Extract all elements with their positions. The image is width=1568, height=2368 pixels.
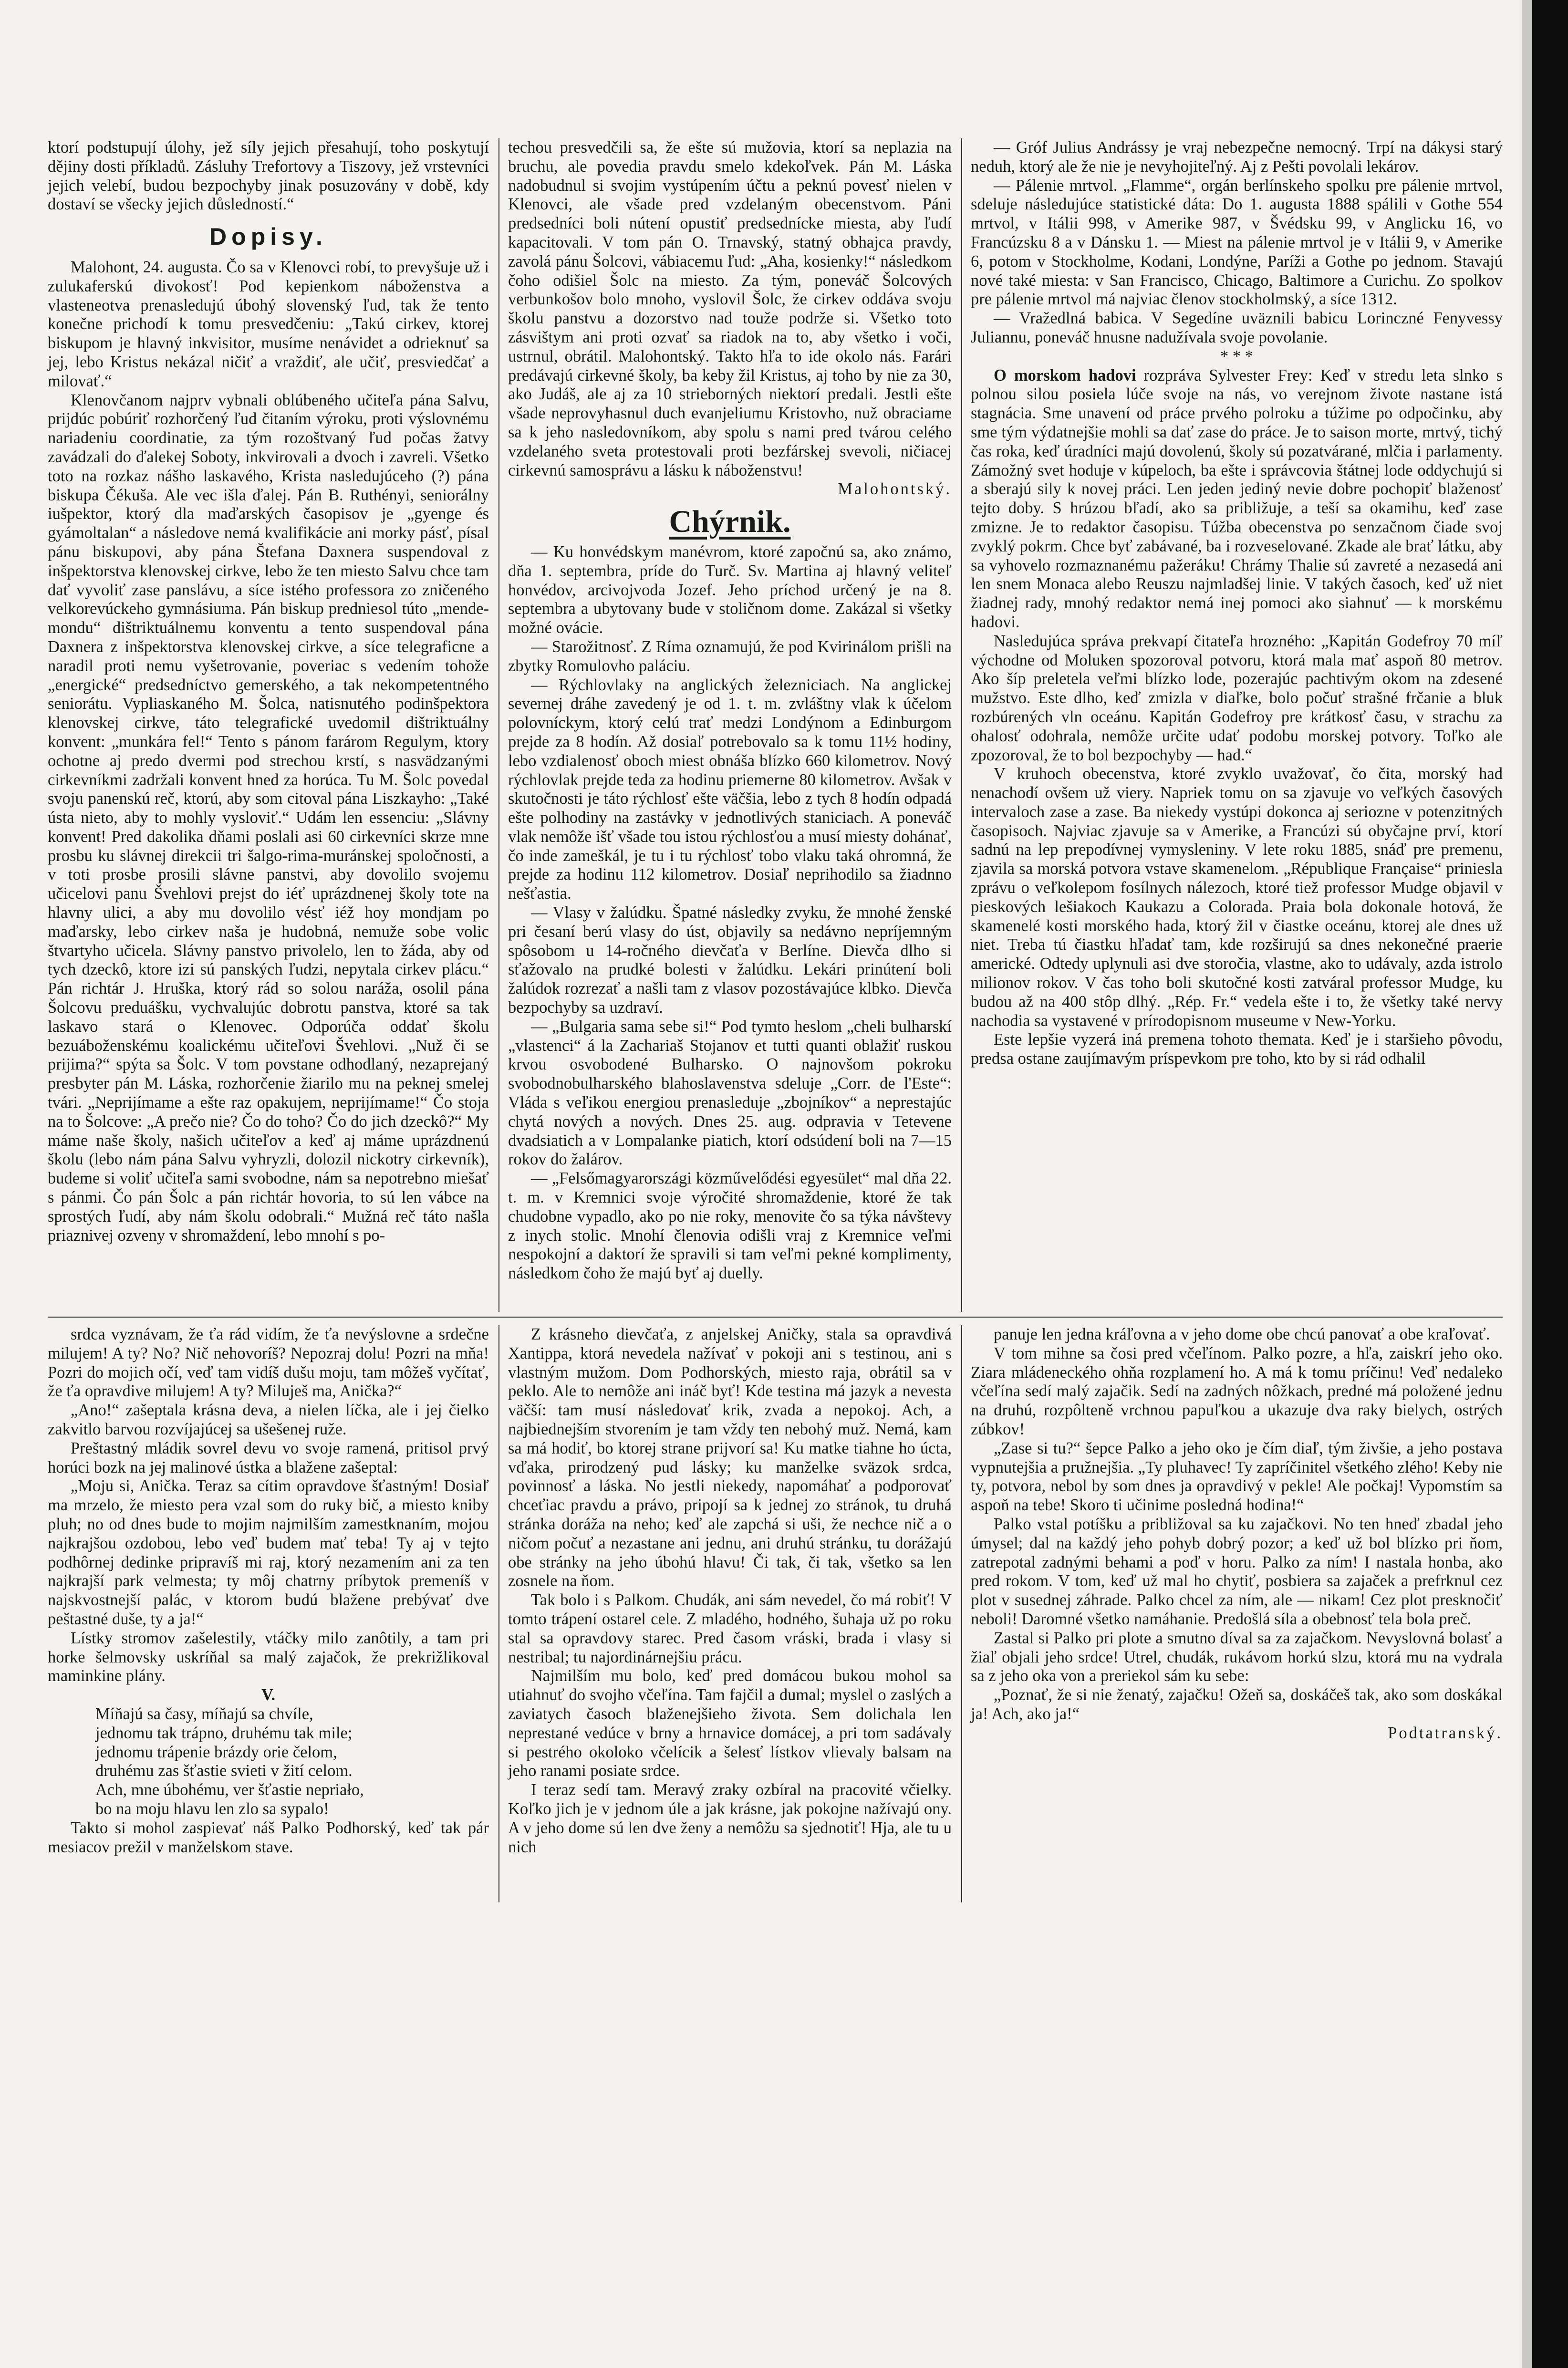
paragraph: Z krásneho dievčaťa, z anjelskej Aničky, stala sa opravdivá Xantippa, ktorá nevedela nažívať v pokoji ani s testinou, ani s vlastným mužom. Dom Podhorských, miesto raja, obrátil sa v peklo. Ale to nemôže ani ináč byť! Kde testina má jazyk a nevesta väčší: tam musí následovať krik, zvada a nepokoj. Ach, a najbiednejším stvorením je tam vždy ten nebohý muž. Nemá, kam sa má hodiť, bo ktorej strane prijvorí sa! Ku matke tiahne ho úcta, vďaka, prirodzený pud lásky; ku manželke sväzok srdca, povinnosť a láska. No jestli niekedy, napomáhať a podporovať chceťiac pravdu a právo, pripojí sa k jednej zo stránok, tu druhá stránka doráža na neho; keď ale zapchá si uši, že nechce nič a o ničom počuť a nezastane ani jednu, ani druhú stránku, tu dorážajú obe stránky na jeho úbohú hlavu! Či tak, či tak, všetko sa len zosnele na ňom. (508, 1325, 952, 1590)
verse-line: jednomu trápenie brázdy orie čelom, (95, 1743, 337, 1761)
story-part (508, 1325, 952, 1857)
paragraph: „Ano!“ zašeptala krásna deva, a nielen líčka, ale i jej čielko zakvitlo barvou rozvíjajúcej sa ušešenej ruže. (48, 1401, 489, 1438)
verse-line: Míňajú sa časy, míňajú sa chvíle, (95, 1704, 313, 1723)
letter-continuation (508, 138, 952, 480)
news-item: — „Bulgaria sama sebe si!“ Pod tymto heslom „cheli bulharskí „vlastenci“ á la Zachariaš Stojanov et tutti quanti oblažiť ruskou krvou osvobodené Bulharsko. O najnovšom pokroku svobodnobulharského blahoslavenstva sdeluje „Corr. de l'Este“: Vláda s veľikou energiou prenasleduje „zbojníkov“ a neprestajúc chytá nových a nových. Dnes 25. aug. odpravia v Tetevene dvadsiatich a v Lompalanke piatich, ktorí odsúdení boli na 7—15 rokov do žalárov. (508, 1017, 952, 1169)
verse (48, 1705, 489, 1819)
news-item: — Vlasy v žalúdku. Špatné následky zvyku, že mnohé ženské pri česaní berú vlasy do úst, objavily sa nedávno nepríjemným spôsobom u 14-ročného dievčaťa v Berlíne. Dievča dlho si sťažovalo na prudké bolesti v žalúdku. Lekári prinútení boli žalúdok rozrezať a našli tam z vlasov pozostávajúce klbko. Dievča bezpochyby sa uzdraví. (508, 904, 952, 1017)
column-divider (498, 1325, 499, 1902)
verse-line: bo na moju hlavu len zlo sa sypalo! (95, 1799, 329, 1818)
sea-serpent-title: O morskom hadovi (994, 366, 1136, 384)
signature-podtatransky: Podtatranský. (1388, 1724, 1503, 1742)
story-part (971, 1325, 1503, 1724)
intro-text (48, 138, 489, 214)
paragraph: Este lepšie vyzerá iná premena tohoto themata. Keď je i staršieho pôvodu, predsa ostane zaujímavým príspevkom pre toho, kto by si rád odhalil (971, 1030, 1503, 1068)
verse-line: Ach, mne úbohému, ver šťastie nepriało, (95, 1781, 364, 1799)
horizontal-divider (48, 1317, 1503, 1318)
top-column-2 (508, 138, 952, 1283)
sea-serpent-story (971, 632, 1503, 1069)
paragraph: Tak bolo i s Palkom. Chudák, ani sám nevedel, čo má robiť! V tomto trápení ostarel cele. Z mladého, hodného, šuhaja už po roku stal sa opravdovy starec. Pred časom vráski, brada i vlasy si nestribal; tu najordinárnejšiu prácu. (508, 1591, 952, 1666)
news-item: — Pálenie mrtvol. „Flamme“, orgán berlínskeho spolku pre pálenie mrtvol, sdeluje následujúce statistické dáta: Do 1. augusta 1888 spálili v Gothe 554 mrtvol, v Itálii 998, v Amerike 987, v Švédsku 99, v Anglicku 16, vo Francúzsku 8 a v Dánsku 1. — Miest na pálenie mrtvol je v Itálii 9, v Amerike 6, potom v Stockholme, Kodani, Londýne, Paríži a Gothe po jednom. Stavajú nové také miesta: v San Francisco, Chicago, Baltimore a Curichu. Zo spolkov pre pálenie mrtvol má najviac členov stockholmský, a síce 1312. (971, 176, 1503, 309)
paragraph: Takto si mohol zaspievať náš Palko Podhorský, keď tak pár mesiacov prežil v manželskom stave. (48, 1818, 489, 1856)
paragraph: srdca vyznávam, že ťa rád vidím, že ťa nevýslovne a srdečne milujem! A ty? No? Nič nehovoríš? Nepozraj dolu! Pozri na mňa! Pozri do mojich očí, veď tam vidíš dušu moju, tam môžeš vyčítať, že ťa opravdive milujem! A ty? Miluješ ma, Anička?“ (48, 1325, 489, 1401)
separator-stars: * * * (1220, 347, 1253, 365)
paragraph: ktorí podstupují úlohy, jež síly jejich přesahují, toho poskytují dějiny dosti příkladů. Zásluhy Trefortovy a Tiszovy, jež vrstevníci jejich velebí, budou bezpochyby jinak posuzovány v době, kdy dostaví se všecky jejich důsledností.“ (48, 138, 489, 214)
dopisy-body (48, 258, 489, 1245)
column-divider (498, 138, 499, 1312)
bottom-column-1 (48, 1325, 489, 1857)
news-item: — „Felsőmagyarországi közművelődési egyesület“ mal dňa 22. t. m. v Kremnici svoje výročité shromaždenie, ktoré že tak chudobne vypadlo, ako po nie roky, menovite čo sa týka návštevy z inych stolic. Mnohí členovia odišli vraj z Kremnice veľmi nespokojní a daktorí že spravili si tam veľmi pekné komplimenty, následkom čoho že majú byť aj duelly. (508, 1169, 952, 1283)
paragraph: V tom mihne sa čosi pred včeľínom. Palko pozre, a hľa, zaiskrí jeho oko. Ziara mládeneckého ohňa rozplamení ho. A má k tomu príčinu! Veď nedaleko včeľína sedí malý zajačik. Sedí na zadných nôžkach, predné má položené jednu na druhú, rozpôlteně vrchnou papuľkou a ukazuje dva raky bielych, ostrých zúbkov! (971, 1344, 1503, 1438)
verse-line: jednomu tak trápno, druhému tak mile; (95, 1724, 353, 1742)
news-item: — Starožitnosť. Z Ríma oznamujú, že pod Kvirinálom prišli na zbytky Romulovho paláciu. (508, 637, 952, 675)
scan-border (1532, 0, 1568, 2368)
paragraph: Nasledujúca správa prekvapí čitateľa hrozného: „Kapitán Godefroy 70 míľ východne od Moluken spozoroval potvoru, ktorá mala mať aspoň 80 metrov. Ako šíp preletela veľmi blízko lode, pozerajúc pachtivým okom na zdesené mužstvo. Este dlho, keď zmizla v diaľke, bolo počuť strašné frčanie a bluk rozbúrených vln oceánu. Kapitán Godefroy pre krátkosť času, v strachu za ohalosť odohrala, nemôže určite udať podobu morskej potvory. Toľko ale zpozoroval, že to bol bezpochyby — had.“ (971, 632, 1503, 764)
news-item: — Gróf Julius Andrássy je vraj nebezpečne nemocný. Trpí na dákysi starý neduh, ktorý ale že nie je nevyhojiteľný. Aj z Pešti povolali lekárov. (971, 138, 1503, 176)
news-item: — Vražedlná babica. V Segedíne uväznili babicu Lorinczné Fenyvessy Juliannu, poneváč hnusne nadužívala svoje povolanie. (971, 309, 1503, 346)
page-edge-shadow (1522, 0, 1532, 2368)
news-item: — Rýchlovlaky na anglických železniciach. Na anglickej severnej dráhe zavedený je od 1. t. m. zvláštny vlak k účelom polovníckym, ktorý celú trať medzi Londýnom a Edinburgom prejde za 8 hodín. Až dosiaľ potrebovalo sa k tomu 11½ hodiny, lebo vzdialenosť oboch miest obnáša blízko 660 kilometrov. Nový rýchlovlak prejde teda za hodinu priemerne 80 kilometrov. Avšak v skutočnosti je táto rýchlosť ešte väčšia, lebo z tych 8 hodín odpadá ešte polhodiny na zastávky v jednotlivých staniciach. A poneváč vlak nemôže išť všade tou istou rýchlosťou a musí miesty dohánať, čo inde zameškál, je tu i tu rýchlosť tobo vlaku taká ohromná, že prejde za hodinu 112 kilometrov. Dosiaľ neprihodilo sa žiadnno nešťastia. (508, 675, 952, 903)
news-item: — Ku honvédskym manévrom, ktoré započnú sa, ako známo, dňa 1. septembra, príde do Turč. Sv. Martina aj hlavný veliteľ honvédov, arcivojvoda Jozef. Jeho príchod určený je na 8. septembra a ubytovany bude v stoličnom dome. Zakázal si všetky možné ovácie. (508, 542, 952, 637)
bottom-column-3 (971, 1325, 1503, 1743)
paragraph: „Moju si, Anička. Teraz sa cítim opravdove šťastným! Dosiaľ ma mrzelo, že miesto pera vzal som do ruky bič, a miesto kniby pluh; no od dnes bude to mojim najmilším zamestknaním, mojou najkrajšou ozdobou, lebo veď budem mať teba! Ty aj v tejto podhôrnej dedinke pripravíš mi raj, ktorý nezamením ani za ten najkrajší park velmesta; ty môj chatrny príbytok premeníš v najskvostnejší palác, v ktorom budú blažene prebývať dve peštastné duše, ty a ja!“ (48, 1477, 489, 1628)
chapter-number: V. (261, 1686, 276, 1704)
top-column-3 (971, 138, 1503, 1069)
paragraph: Malohont, 24. augusta. Čo sa v Klenovci robí, to prevyšuje už i zulukaferskú divokosť! Pod kepienkom náboženstva a vlasteneotva prenasledujú úbohý slovenský ľud, tak že tento konečne prichodí k tomu presvedčeniu: „Takú cirkev, ktorej biskupom je hlavný inkvisitor, musíme nenávidet a odrieknuť sa jej, lebo Kristus nekázal ničiť a vraždiť, ale učiť, presviedčať a milovať.“ (48, 258, 489, 390)
section-title-dopisy: Dopisy. (209, 223, 327, 250)
story-tail (48, 1819, 489, 1857)
paragraph: Preštastný mládik sovrel devu vo svoje ramená, pritisol prvý horúci bozk na jej malinové ústka a blažene zašeptal: (48, 1439, 489, 1476)
column-divider (961, 138, 962, 1312)
paragraph: V kruhoch obecenstva, ktoré zvyklo uvažovať, čo čita, morský had nenachodí ovšem už viery. Napriek tomu on sa zjavuje vo veľkých časových intervaloch zase a zase. Ba niekedy vystúpi dokonca aj seriozne v potenzitných časopisoch. Najviac zjavuje sa v Amerike, a Francúzi sú obyčajne prví, ktorí sadnú na lep prepodívnej vymysleniny. V lete roku 1885, snáď pre premenu, zjavila sa morská potvora vstave skamenelom. „République Française“ priniesla zprávu o veľkolepom fosílnych nálezoch, ktoré tiež professor Mudge objavil v pieskových lešiakoch Kaukazu a Colorada. Praia bola dokonale hotová, že skamenelé kosti morského hada, ktorý žil v čiastke oceánu, ktorej ale dnes už niet. Treba tú čiastku hľadať tam, kde rozširujú sa dnes nekonečné praerie americké. Odtedy uplynuli asi dve storočia, vlastne, ako to udávaly, azda istrolo milionov rokov. V čas toho boli skutočné kosti zatváral professor Mudge, ku budou až na 400 stôp dlhý. „Rép. Fr.“ vedela ešte i to, že všetky také nervy nachodia sa vystavené v prírodopisnom museume v New-Yorku. (971, 765, 1503, 1030)
paragraph: I teraz sedí tam. Meravý zraky ozbíral na pracovité včielky. Koľko jich je v jednom úle a jak krásne, jak pokojne nažívajú ony. A v jeho dome sú len dve ženy a nemôžu sa sjednotiť! Hja, ale tu u nich (508, 1781, 952, 1856)
signature-malohontsky: Malohontský. (838, 480, 952, 499)
top-column-1 (48, 138, 489, 1245)
verse-line: druhému zas šťastie svieti v žití celom. (95, 1762, 353, 1780)
bottom-column-2 (508, 1325, 952, 1857)
paragraph: techou presvedčili sa, že ešte sú mužovia, ktorí sa neplazia na bruchu, ale povedia pravdu smelo kdekoľvek. Pán M. Láska nadobudnul si svojim vystúpením účtu a peknú povesť nielen v Klenovci, ale všade pred vzdelaným obecenstvom. Páni predsedníci boli nútení opustiť predsednícke miesta, aby ľudí kapacitovali. V tom pán O. Trnavský, statný obhajca pravdy, zavolá pánu Šolcovi, vábiacemu ľud: „Aha, kosienky!“ následkom čoho odišiel Šolc na miesto. Za tým, poneváč Šolcových verbunkošov bolo mnoho, vyslovil Šolc, že cirkev oddáva svoju školu panstvu a dozorstvo nad touže podrže si. Všetko toto zásvištym ani proti ozvať sa riadok na to, aby všetko i voči, ustrnul, obrátil. Malohontský. Takto hľa to ide okolo nás. Farári predávajú cirkevné školy, ba keby žil Kristus, aj toho by nie za 30, ako Judáš, ale aj za 10 strieborných niektorí predali. Jestli ešte všade neprovyhasnul duch evanjeliumu Kristovho, nuž obraciame sa k jeho nasledovníkom, aby spolu s nami pred tvárou celého vzdelaného sveta protestovali proti bezfárskej svevoli, ničiacej cirkevnú samosprávu a lásku k náboženstvu! (508, 138, 952, 479)
sea-serpent-lead: O morskom hadovi rozpráva Sylvester Frey: Keď v stredu leta slnko s polnou silou posiela lúče svoje na nás, vo verejnom živote nastane istá stagnácia. Sme unavení od práce prvého polroku a túžime po odpočinku, aby sme tým výdatnejšie mohli sa dať zase do práce. Je to saison morte, mrtvý, tichý čas roka, keď úradníci majú dovolenú, školy sú pozatvárané, mlčia i parlamenty. Zámožný svet hoduje v kúpeloch, ba ešte i správcovia štátnej lode oddychujú si a sberajú sily k novej práci. Len jeden jediný nevie dobre pochopiť blaženosť tejto doby. S hrúzou bľadí, ako sa približuje, a teší sa okamihu, keď zase zmizne. Je to redaktor časopisu. Túžba obecenstva po senzačnom čiade svoj zvyklý pokrm. Chce byť zabávané, ba i rozveselované. Zkade ale brať látku, aby sa vyhovelo rozmaznanému pažeráku! Chrámy Thalie sú zavreté a nezasedá ani len snem Monaca alebo Reuszu najmladšej linie. V takých časoch, keď už niet žiadnej rady, mnohý redaktor nemá inej pomoci ako siahnuť — k morskému hadovi. (971, 366, 1503, 631)
paragraph: Lístky stromov zašelestily, vtáčky milo zanôtily, a tam pri horke šelmovsky uskríňal sa malý zajačok, že prekrižlikoval maminkine plány. (48, 1629, 489, 1685)
section-title-chyrnik: Chýrnik. (669, 504, 791, 540)
paragraph: panuje len jedna kráľovna a v jeho dome obe chcú panovať a obe kraľovať. (994, 1325, 1490, 1343)
paragraph: Klenovčanom najprv vybnali oblúbeného učiteľa pána Salvu, prijdúc pobúriť rozhorčený ľud čitaním výroku, proti výslovnému nariadeniu coordinatie, za tým rozoštvaný ľud počas žatvy zavádzali do ďalekej Soboty, inkvirovali a dvoch i zavreli. Všetko toto na rozkaz nášho laskavého, Krista nasledujúceho (?) pána biskupa Čékušа. Ale vec išla ďalej. Pán B. Ruthényi, seniorálny iušpektor, ktorý dla maďarských časopisov je „gyenge és gyámoltalan“ a následove nemá kvalifikácie ani morky pásť, písal pánu biskupovi, aby pána Štefana Daxnera suspendoval z inšpektorstva klenovskej cirkve, lebo že ten miesto Salvu chce tam dať vyvoliť zase panslávu, a síce istého professora zo zničeného velkorevúckeho gymnásiuma. Pán biskup predniesol túto „mende-mondu“ dištriktuálnemu konventu a tento suspendoval pána Daxnera z inšpektorstva klenovskej cirkve, a síce telegraficne a naradil proti nemu vyšetrovanie, poveriac s vedením tohože „energické“ predsedníctvo gemerského, a tak nekompetentného seniorátu. Vypliaskaného M. Šolca, natisnutého podinšpektora klenovskej cirkve, táto telegrafické uvedomil dištriktuálny konvent: „munkára fel!“ Tento s pánom farárom Regulym, ktory ochotne aj predo dvermi pod strechou krstí, s nasvädzanými cirkevníkmi zadržali konvent hned za horúca. Tu M. Šolc povedal svoju panenskú reč, ktorú, aby som citoval pána Liszkayho: „Také ústa nieto, aby to mohly vysloviť.“ Udám len essenciu: „Slávny konvent! Pred dakolika dňami poslali asi 60 cirkevníci skrze mne prosbu ku slávnej direkcii tri šalgo-rima-muránskej spoločnosti, a v toti prosbe prosili slávne panstvi, aby dovolilo svojemu učicelovi panu Švehlovi prejst do iéť uprázdnenej školy tote na hlavny ulici, a aby mu dovolilo vésť iéž hoy mondjam po maďarsky, lebo cirkev naša je hudobná, nemuže sobe volic štvartyho učicela. Slávny panstvo privolelo, len to žáda, aby od tych dzeckô, ktore izi sú panských ľudzi, nepytala cirkev plácu.“ Pán richtár J. Hruška, ktorý rád so solou naráža, osolil pána Šolcovu preduášku, vychvalujúc dobrotu panstva, ktoré sa tak laskavo stará o Klenovec. Odporúča oddať školu bezuáboženskému koalickému učiteľovi Švehlovi. „Nuž či se prijima?“ spýta sa Šolc. V tom povstane odhodlaný, nezaprejaný presbyter pán M. Láska, rozhorčenie žiarilo mu na peknej smelej tvári. „Neprijímame a ešte raz opakujem, neprijímame!“ Čo stoja na to Šolcove: „A prečo nie? Čo do toho? Čo do jich dzeckô?“ My máme naše školy, našich učiteľov a keď aj máme uprázdnenú školu (lebo nám pána Salvu vyhryzli, dolozil nickotry cirkevník), budeme si voliť učiteľa sami svobodne, nám sa nepotrebno miešať s pánmi. Čo pán Šolc a pán richtár hovoria, to sú len vábce na sprostých ľudí, aby nám školu odobrali.“ Mužná reč táto našla priaznivej ozveny v shromaždení, lebo mnohí s po- (48, 391, 489, 1245)
news-items (508, 543, 952, 1283)
paragraph: „Zase si tu?“ šepce Palko a jeho oko je čím diaľ, tým živšie, a jeho postava vypnutejšia a pružnejšia. „Ty pluhavec! Ty zapríčinitel všetkého zlého! Keby nie ty, potvora, nebol by som dnes ja opravdivý v pekle! Ale počkaj! Vypomstím sa aspoň na tebe! Skoro ti učinime posledná hodina!“ (971, 1439, 1503, 1515)
paragraph: Zastal si Palko pri plote a smutno díval sa za zajačkom. Nevyslovná bolasť a žiaľ objali jeho srdce! Utrel, chudák, rukávom horkú slzu, ktorá mu na vydrala sa z jeho oka von a preriekol sám ku sebe: (971, 1629, 1503, 1685)
story-part (48, 1325, 489, 1686)
news-items-continued (971, 138, 1503, 347)
paragraph: Najmilším mu bolo, keď pred domácou bukou mohol sa utiahnuť do svojho včeľína. Tam fajčil a dumal; myslel o zaslých a zaviatych časoch blaženejšieho života. Sem dolichala len neprestané vedúce v brny a hrnavice domácej, a pri tom sadávaly si pestrého okoloko včelícik a šelesť lístkov vlievaly balsam na jeho ranami posiate srdce. (508, 1667, 952, 1780)
paragraph: Palko vstal potíšku a približoval sa ku zajačkovi. No ten hneď zbadal jeho úmysel; dal na každý jeho pohyb dobrý pozor; a keď už bol blízko pri ňom, zatrepotal zadnými behami a poď v horu. Palko za ním! I nastala honba, ako pred rokom. V tom, keď už mal ho chytiť, posbiera sa zajaček a prefrknul cez plot v susednej záhrade. Palko chcel za ním, ale — nikam! Cez plot presknočiť neboli! Daromné všetko namáhanie. Predošlá síla a obebnosť tela bola preč. (971, 1515, 1503, 1628)
column-divider (961, 1325, 962, 1902)
paragraph: „Poznať, že si nie ženatý, zajačku! Ožeň sa, doskáčeš tak, ako som doskákal ja! Ach, ako ja!“ (971, 1686, 1503, 1723)
